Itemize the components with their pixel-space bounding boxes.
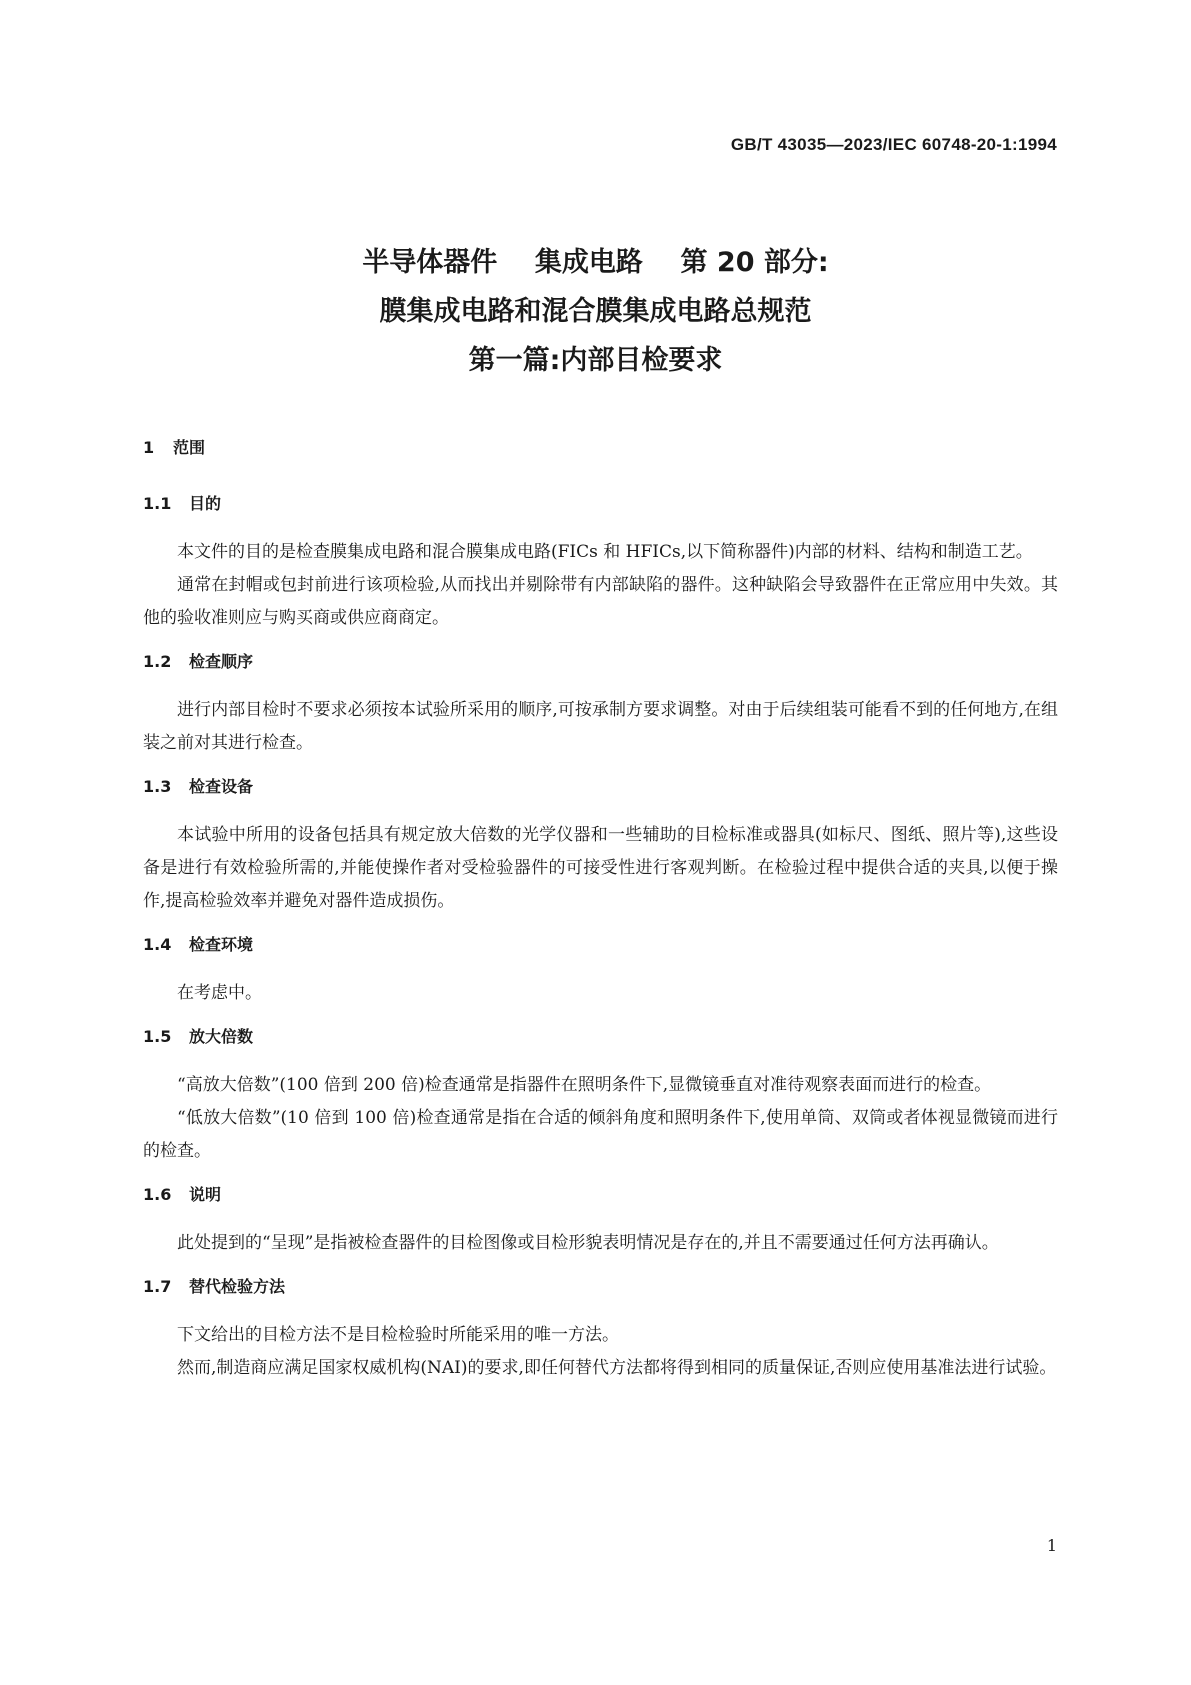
- chapter-number: 1: [143, 438, 155, 457]
- section-1-6: [143, 1185, 1058, 1260]
- section-heading: [143, 494, 1058, 514]
- section-number: 1.2: [143, 652, 172, 671]
- section-1-1: [143, 494, 1058, 635]
- paragraph: 在考虑中。: [177, 983, 262, 1003]
- paragraph: 通常在封帽或包封前进行该项检验,从而找出并剔除带有内部缺陷的器件。这种缺陷会导致器件在正常应用中失效。其他的验收准则应与购买商或供应商商定。: [143, 575, 1058, 628]
- section-title: 检查设备: [189, 777, 254, 796]
- section-heading: [143, 777, 1058, 797]
- section-heading: [143, 935, 1058, 955]
- paragraph: “高放大倍数”(100 倍到 200 倍)检查通常是指器件在照明条件下,显微镜垂直对准待观察表面而进行的检查。: [177, 1075, 992, 1095]
- section-heading: [143, 1185, 1058, 1205]
- chapter-title: 范围: [173, 438, 206, 457]
- section-title: 替代检验方法: [189, 1277, 286, 1296]
- title-line-2: 膜集成电路和混合膜集成电路总规范: [379, 296, 812, 327]
- title-line-3: 第一篇:内部目检要求: [468, 345, 723, 376]
- document-title: [0, 238, 1191, 385]
- section-title: 说明: [189, 1185, 222, 1204]
- section-title: 检查环境: [189, 935, 254, 954]
- paragraph: 然而,制造商应满足国家权威机构(NAI)的要求,即任何替代方法都将得到相同的质量保证,否则应使用基准法进行试验。: [177, 1358, 1057, 1378]
- title-line-1: 半导体器件 集成电路 第 20 部分:: [362, 247, 829, 278]
- paragraph: 此处提到的“呈现”是指被检查器件的目检图像或目检形貌表明情况是存在的,并且不需要通过任何方法再确认。: [177, 1233, 999, 1253]
- section-number: 1.6: [143, 1185, 172, 1204]
- paragraph: “低放大倍数”(10 倍到 100 倍)检查通常是指在合适的倾斜角度和照明条件下,使用单筒、双筒或者体视显微镜而进行的检查。: [143, 1108, 1058, 1161]
- section-1-7: [143, 1277, 1058, 1385]
- section-number: 1.7: [143, 1277, 172, 1296]
- section-title: 放大倍数: [189, 1027, 254, 1046]
- section-1-4: [143, 935, 1058, 1010]
- section-title: 目的: [189, 494, 222, 513]
- section-heading: [143, 1277, 1058, 1297]
- section-1-3: [143, 777, 1058, 918]
- paragraph: 本试验中所用的设备包括具有规定放大倍数的光学仪器和一些辅助的目检标准或器具(如标尺、图纸、照片等),这些设备是进行有效检验所需的,并能使操作者对受检验器件的可接受性进行客观判断。在检验过程中提供合适的夹具,以便于操作,提高检验效率并避免对器件造成损伤。: [143, 825, 1058, 911]
- page-number: 1: [1046, 1536, 1057, 1555]
- section-title: 检查顺序: [189, 652, 254, 671]
- standard-code: GB/T 43035—2023/IEC 60748-20-1:1994: [730, 135, 1057, 154]
- paragraph: 本文件的目的是检查膜集成电路和混合膜集成电路(FICs 和 HFICs,以下简称器件)内部的材料、结构和制造工艺。: [177, 542, 1033, 562]
- section-number: 1.4: [143, 935, 172, 954]
- section-1-5: [143, 1027, 1058, 1168]
- section-heading: [143, 652, 1058, 672]
- document-body: [143, 438, 1058, 1402]
- section-number: 1.1: [143, 494, 172, 513]
- section-number: 1.5: [143, 1027, 172, 1046]
- chapter-heading: [143, 438, 1058, 458]
- section-heading: [143, 1027, 1058, 1047]
- paragraph: 进行内部目检时不要求必须按本试验所采用的顺序,可按承制方要求调整。对由于后续组装可能看不到的任何地方,在组装之前对其进行检查。: [143, 700, 1058, 753]
- section-number: 1.3: [143, 777, 172, 796]
- paragraph: 下文给出的目检方法不是目检检验时所能采用的唯一方法。: [177, 1325, 619, 1345]
- section-1-2: [143, 652, 1058, 760]
